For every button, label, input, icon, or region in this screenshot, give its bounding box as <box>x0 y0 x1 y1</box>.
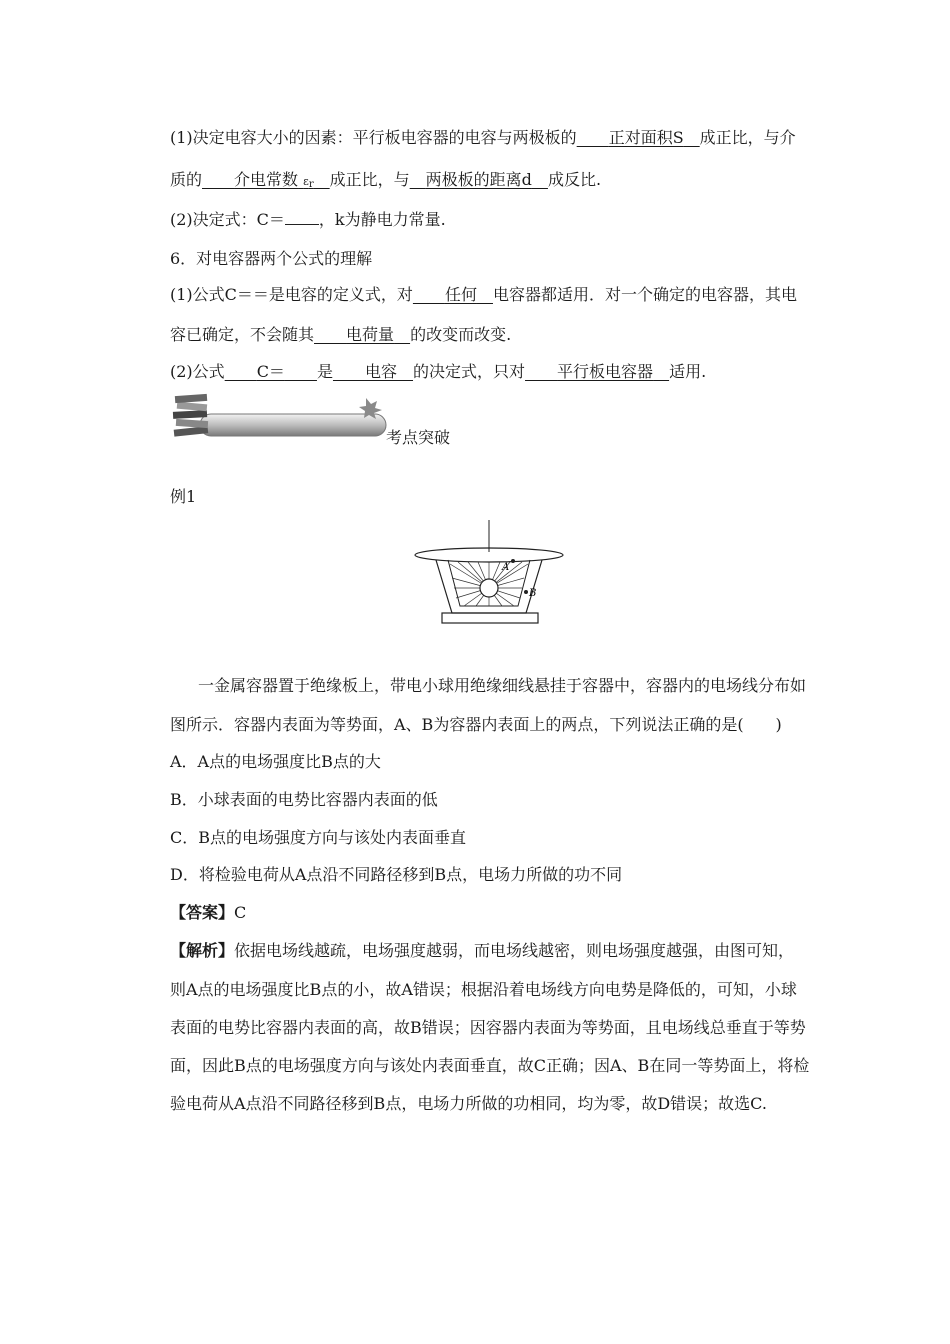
example-stem-1: 一金属容器置于绝缘板上，带电小球用绝缘细线悬挂于容器中，容器内的电场线分布如 <box>198 676 807 695</box>
answer-value: C <box>234 903 247 922</box>
analysis-line-1 <box>170 941 794 961</box>
option-b: B．小球表面的电势比容器内表面的低 <box>170 790 438 809</box>
s5-text: ，k为静电力常量. <box>318 210 446 229</box>
epsilon-symbol: ε <box>303 175 309 188</box>
option-a: A．A点的电场强度比B点的大 <box>170 752 381 771</box>
example-label: 例1 <box>170 487 197 506</box>
section-banner-graphic <box>170 392 402 448</box>
answer-text: 电容 <box>364 362 397 381</box>
s5-text: (2)决定式：C＝ <box>170 210 285 229</box>
s6-text: (2)公式 <box>170 362 225 381</box>
answer-line <box>170 903 246 923</box>
s5-text: (1)决定电容大小的因素：平行板电容器的电容与两极板的 <box>170 128 577 147</box>
s6-title: 6．对电容器两个公式的理解 <box>170 249 373 268</box>
answer-blank <box>314 325 410 344</box>
books-icon <box>173 394 208 437</box>
s5-text: 成反比. <box>547 170 602 189</box>
answer-blank <box>225 362 317 381</box>
epsilon-subscript: r <box>308 179 314 190</box>
answer-text: C＝ <box>256 362 285 381</box>
answer-blank <box>413 285 493 304</box>
analysis-line-4: 面，因此B点的电场强度方向与该处内表面垂直，故C正确；因A、B在同一等势面上，将检 <box>170 1056 810 1075</box>
s6-line-1 <box>170 285 797 305</box>
analysis-text: 依据电场线越疏，电场强度越弱，而电场线越密，则电场强度越强，由图可知， <box>234 941 795 960</box>
formula-blank <box>285 210 319 225</box>
metal-container-field-diagram <box>414 520 564 632</box>
s6-text: 的决定式，只对 <box>413 362 526 381</box>
analysis-line-5: 验电荷从A点沿不同路径移到B点，电场力所做的功相同，均为零，故D错误；故选C. <box>170 1094 767 1113</box>
s6-text: 电容器都适用．对一个确定的电容器，其电 <box>492 285 797 304</box>
answer-text: 平行板电容器 <box>557 362 654 381</box>
answer-text: 介电常数 <box>234 170 299 189</box>
answer-text: 两极板的距离d <box>425 170 532 189</box>
example-stem-2: 图所示．容器内表面为等势面，A、B为容器内表面上的两点，下列说法正确的是( ) <box>170 715 782 734</box>
s6-text: 的改变而改变. <box>410 325 512 344</box>
answer-text: 任何 <box>444 285 477 304</box>
s6-text: (1)公式C＝＝是电容的定义式，对 <box>170 285 413 304</box>
s5-line-3 <box>170 210 446 230</box>
s6-text: 容已确定，不会随其 <box>170 325 315 344</box>
analysis-line-3: 表面的电势比容器内表面的高，故B错误；因容器内表面为等势面，且电场线总垂直于等势 <box>170 1018 806 1037</box>
answer-blank <box>577 128 700 147</box>
point-a-label: A <box>502 562 510 573</box>
answer-blank <box>202 170 330 189</box>
s5-text: 成正比，与 <box>329 170 410 189</box>
s6-text: 适用. <box>669 362 707 381</box>
point-b-label: B <box>529 588 537 599</box>
s5-text: 成正比，与介 <box>699 128 796 147</box>
s6-text: 是 <box>316 362 333 381</box>
answer-label: 【答案】 <box>170 903 235 922</box>
analysis-line-2: 则A点的电场强度比B点的小，故A错误；根据沿着电场线方向电势是降低的，可知，小球 <box>170 980 797 999</box>
s5-line-2 <box>170 170 601 195</box>
answer-blank <box>525 362 669 381</box>
s6-line-2 <box>170 325 511 345</box>
s5-text: 质的 <box>170 170 203 189</box>
answer-blank <box>410 170 548 189</box>
answer-text: 电荷量 <box>346 325 395 344</box>
answer-blank <box>333 362 413 381</box>
analysis-label: 【解析】 <box>170 941 235 960</box>
banner-title: 考点突破 <box>386 428 451 447</box>
option-c: C．B点的电场强度方向与该处内表面垂直 <box>170 828 467 847</box>
answer-text: 正对面积S <box>608 128 684 147</box>
s5-line-1 <box>170 128 796 148</box>
s6-line-3 <box>170 362 706 382</box>
option-d: D．将检验电荷从A点沿不同路径移到B点，电场力所做的功不同 <box>170 865 623 884</box>
